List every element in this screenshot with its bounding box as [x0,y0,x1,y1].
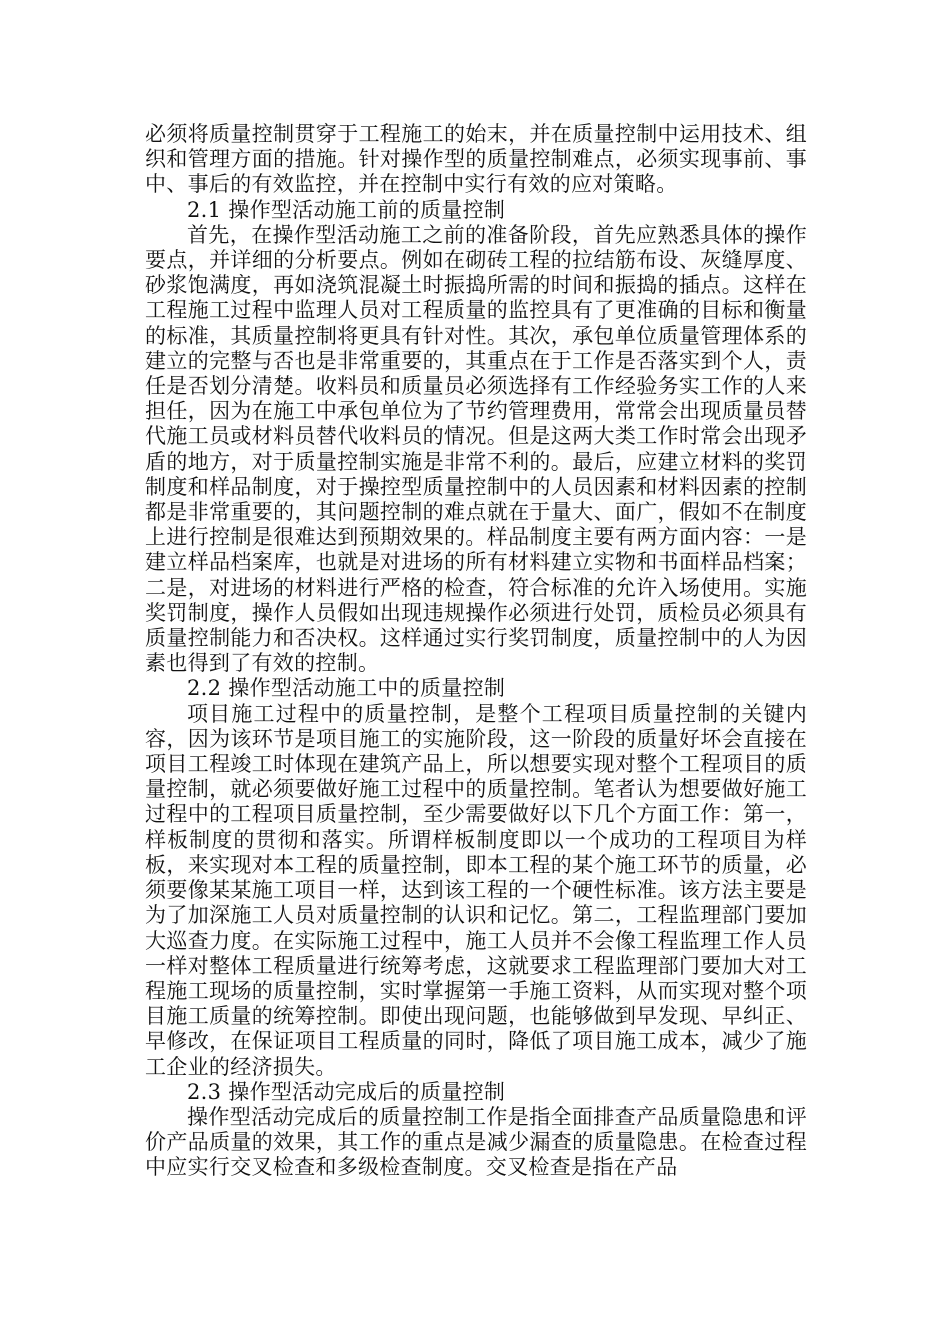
section-heading-2-2: 2.2 操作型活动施工中的质量控制 [187,676,506,701]
document-body [145,122,807,1181]
section-2-3-paragraph: 操作型活动完成后的质量控制工作是指全面排查产品质量隐患和评价产品质量的效果，其工作的重点是减少漏查的质量隐患。在检查过程中应实行交叉检查和多级检查制度。交叉检查是指在产品 [145,1104,807,1180]
section-2-1-paragraph: 首先，在操作型活动施工之前的准备阶段，首先应熟悉具体的操作要点，并详细的分析要点。例如在砌砖工程的拉结筋布设、灰缝厚度、砂浆饱满度，再如浇筑混凝土时振捣所需的时间和振捣的插点。这样在工程施工过程中监理人员对工程质量的监控具有了更准确的目标和衡量的标准，其质量控制将更具有针对性。其次，承包单位质量管理体系的建立的完整与否也是非常重要的，其重点在于工作是否落实到个人，责任是否划分清楚。收料员和质量员必须选择有工作经验务实工作的人来担任，因为在施工中承包单位为了节约管理费用，常常会出现质量员替代施工员或材料员替代收料员的情况。但是这两大类工作时常会出现矛盾的地方，对于质量控制实施是非常不利的。最后，应建立材料的奖罚制度和样品制度，对于操控型质量控制中的人员因素和材料因素的控制都是非常重要的，其问题控制的难点就在于量大、面广，假如不在制度上进行控制是很难达到预期效果的。样品制度主要有两方面内容：一是建立样品档案库，也就是对进场的所有材料建立实物和书面样品档案；二是，对进场的材料进行严格的检查，符合标准的允许入场使用。实施奖罚制度，操作人员假如出现违规操作必须进行处罚，质检员必须具有质量控制能力和否决权。这样通过实行奖罚制度，质量控制中的人为因素也得到了有效的控制。 [145,222,807,676]
section-2-2-paragraph: 项目施工过程中的质量控制，是整个工程项目质量控制的关键内容，因为该环节是项目施工的实施阶段，这一阶段的质量好坏会直接在项目工程竣工时体现在建筑产品上，所以想要实现对整个工程项目的质量控制，就必须要做好施工过程中的质量控制。笔者认为想要做好施工过程中的工程项目质量控制，至少需要做好以下几个方面工作：第一，样板制度的贯彻和落实。所谓样板制度即以一个成功的工程项目为样板，来实现对本工程的质量控制，即本工程的某个施工环节的质量，必须要像某某施工项目一样，达到该工程的一个硬性标准。该方法主要是为了加深施工人员对质量控制的认识和记忆。第二，工程监理部门要加大巡查力度。在实际施工过程中，施工人员并不会像工程监理工作人员一样对整体工程质量进行统筹考虑，这就要求工程监理部门要加大对工程施工现场的质量控制，实时掌握第一手施工资料，从而实现对整个项目施工质量的统筹控制。即使出现问题，也能够做到早发现、早纠正、早修改，在保证项目工程质量的同时，降低了项目施工成本，减少了施工企业的经济损失。 [145,701,807,1079]
section-heading-2-1: 2.1 操作型活动施工前的质量控制 [187,197,506,222]
section-heading-2-3: 2.3 操作型活动完成后的质量控制 [187,1079,506,1104]
intro-paragraph: 必须将质量控制贯穿于工程施工的始末，并在质量控制中运用技术、组织和管理方面的措施。针对操作型的质量控制难点，必须实现事前、事中、事后的有效监控，并在控制中实行有效的应对策略。 [145,122,807,197]
